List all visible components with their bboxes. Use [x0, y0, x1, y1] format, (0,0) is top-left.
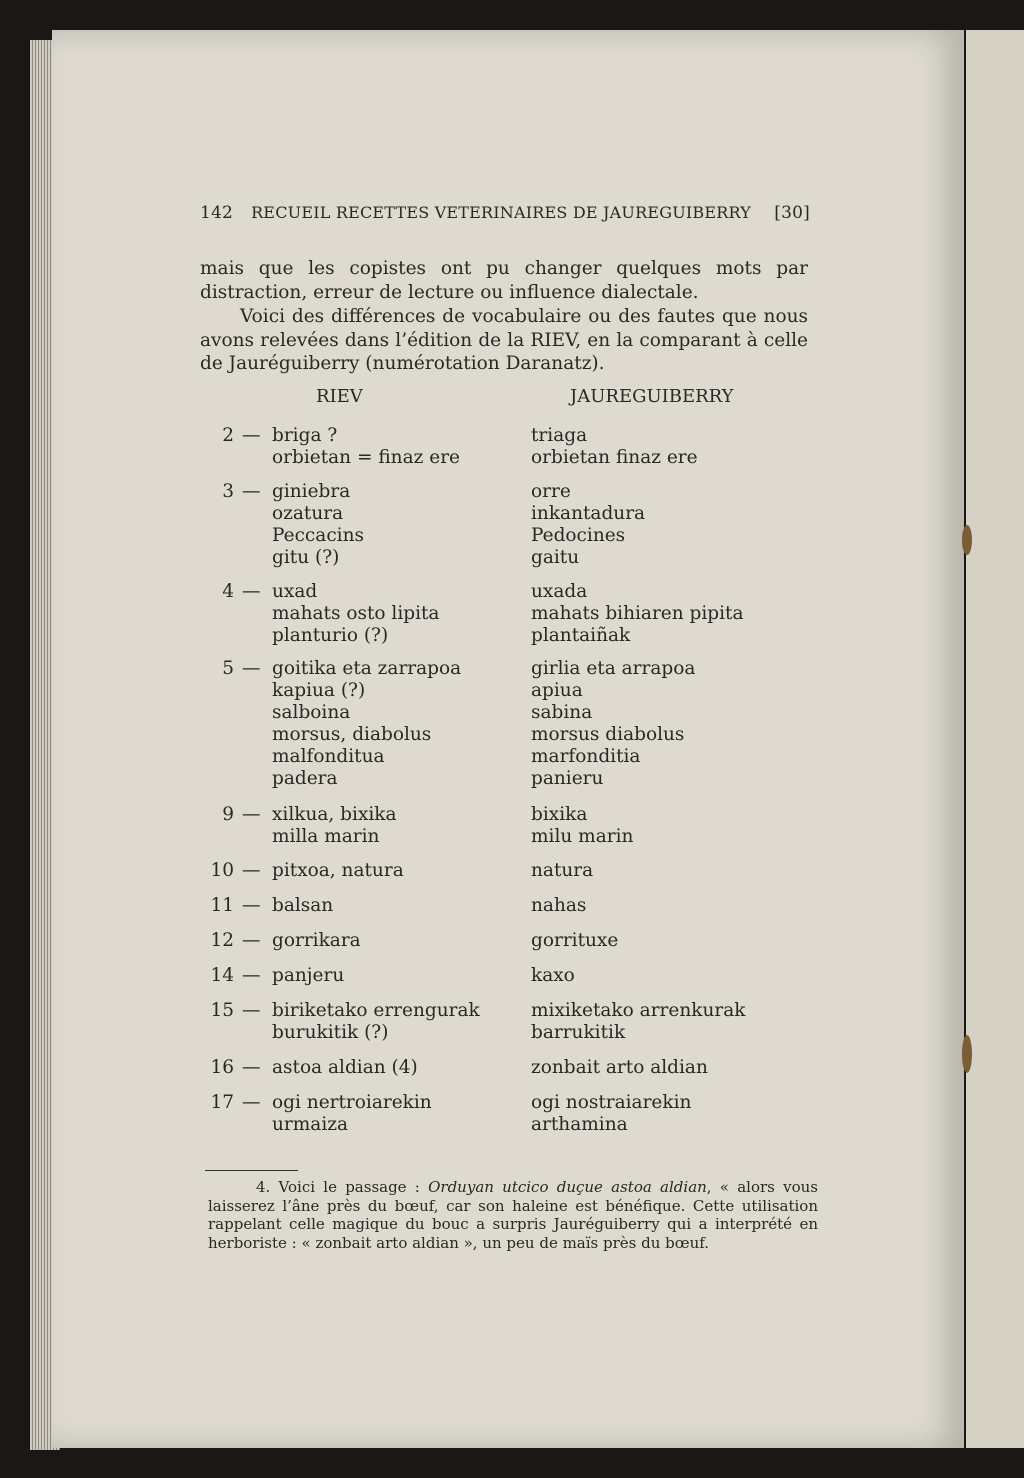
footnote-lead: 4. Voici le passage : [256, 1178, 429, 1196]
jaureguiberry-term: arthamina [531, 1114, 628, 1135]
riev-term: kapiua (?) [272, 680, 366, 701]
riev-term: Peccacins [272, 525, 365, 546]
riev-term: urmaiza [272, 1114, 349, 1135]
entry-dash: — [242, 930, 261, 951]
riev-term: planturio (?) [272, 625, 389, 646]
jaureguiberry-term: gorrituxe [531, 930, 619, 951]
jaureguiberry-term: panieru [531, 768, 604, 789]
page-stain [962, 1035, 972, 1073]
column-header-jaureguiberry: JAUREGUIBERRY [570, 386, 734, 407]
riev-term: orbietan = finaz ere [272, 447, 460, 468]
jaureguiberry-term: orbietan finaz ere [531, 447, 698, 468]
riev-term: uxad [272, 581, 318, 602]
footnote-rule [205, 1170, 298, 1171]
riev-term: malfonditua [272, 746, 385, 767]
entry-dash: — [242, 804, 261, 825]
entry-number: 17 [210, 1092, 234, 1113]
entry-dash: — [242, 860, 261, 881]
jaureguiberry-term: girlia eta arrapoa [531, 658, 696, 679]
riev-term: burukitik (?) [272, 1022, 389, 1043]
entry-number: 10 [210, 860, 234, 881]
jaureguiberry-term: marfonditia [531, 746, 641, 767]
running-title: RECUEIL RECETTES VETERINAIRES DE JAUREGUIBERRY [251, 203, 752, 222]
entry-dash: — [242, 1000, 261, 1021]
entry-number: 11 [210, 895, 234, 916]
riev-term: gitu (?) [272, 547, 340, 568]
riev-term: ozatura [272, 503, 344, 524]
paragraph: mais que les copistes ont pu changer quelques mots par distraction, erreur de lecture ou influence dialectale. [200, 258, 808, 303]
paragraph: Voici des différences de vocabulaire ou des fautes que nous avons relevées dans l’édition de la RIEV, en la comparant à celle de Jauréguiberry (numérotation Daranatz). [200, 306, 808, 374]
jaureguiberry-term: nahas [531, 895, 587, 916]
jaureguiberry-term: mahats bihiaren pipita [531, 603, 744, 624]
jaureguiberry-term: triaga [531, 425, 588, 446]
riev-term: morsus, diabolus [272, 724, 432, 745]
jaureguiberry-term: inkantadura [531, 503, 646, 524]
riev-term: giniebra [272, 481, 351, 502]
entry-dash: — [242, 581, 261, 602]
footnote [208, 1178, 818, 1252]
entry-number: 5 [222, 658, 234, 679]
section-number: [30] [774, 203, 810, 223]
entry-dash: — [242, 1092, 261, 1113]
riev-term: xilkua, bixika [272, 804, 397, 825]
entry-number: 9 [222, 804, 234, 825]
entry-number: 12 [210, 930, 234, 951]
entry-dash: — [242, 481, 261, 502]
jaureguiberry-term: gaitu [531, 547, 580, 568]
riev-term: biriketako errengurak [272, 1000, 480, 1021]
jaureguiberry-term: mixiketako arrenkurak [531, 1000, 746, 1021]
jaureguiberry-term: kaxo [531, 965, 575, 986]
entry-number: 15 [210, 1000, 234, 1021]
jaureguiberry-term: morsus diabolus [531, 724, 685, 745]
riev-term: briga ? [272, 425, 338, 446]
jaureguiberry-term: ogi nostraiarekin [531, 1092, 692, 1113]
riev-term: padera [272, 768, 338, 789]
entry-dash: — [242, 895, 261, 916]
entry-number: 4 [222, 581, 234, 602]
entry-dash: — [242, 1057, 261, 1078]
jaureguiberry-term: sabina [531, 702, 593, 723]
entry-number: 3 [222, 481, 234, 502]
entry-dash: — [242, 965, 261, 986]
riev-term: panjeru [272, 965, 345, 986]
page-stain [962, 525, 972, 555]
jaureguiberry-term: apiua [531, 680, 583, 701]
riev-term: salboina [272, 702, 351, 723]
jaureguiberry-term: orre [531, 481, 571, 502]
facing-page-edge [966, 30, 1024, 1448]
footnote-quote: Orduyan utcico duçue astoa aldian [428, 1178, 707, 1196]
jaureguiberry-term: natura [531, 860, 594, 881]
riev-term: ogi nertroiarekin [272, 1092, 432, 1113]
entry-number: 14 [210, 965, 234, 986]
riev-term: gorrikara [272, 930, 361, 951]
entry-dash: — [242, 658, 261, 679]
riev-term: pitxoa, natura [272, 860, 404, 881]
riev-term: astoa aldian (4) [272, 1057, 418, 1078]
jaureguiberry-term: barrukitik [531, 1022, 626, 1043]
page-number: 142 [200, 203, 234, 223]
column-header-riev: RIEV [316, 386, 363, 407]
entry-number: 16 [210, 1057, 234, 1078]
entry-dash: — [242, 425, 261, 446]
jaureguiberry-term: plantaiñak [531, 625, 631, 646]
jaureguiberry-term: Pedocines [531, 525, 626, 546]
jaureguiberry-term: milu marin [531, 826, 634, 847]
riev-term: mahats osto lipita [272, 603, 440, 624]
running-header [200, 203, 810, 223]
riev-term: goitika eta zarrapoa [272, 658, 462, 679]
jaureguiberry-term: zonbait arto aldian [531, 1057, 708, 1078]
entry-number: 2 [222, 425, 234, 446]
jaureguiberry-term: uxada [531, 581, 588, 602]
riev-term: balsan [272, 895, 334, 916]
riev-term: milla marin [272, 826, 380, 847]
jaureguiberry-term: bixika [531, 804, 588, 825]
footnote-text: , « alors vous laisserez l’âne près du bœuf, car son haleine est bénéfique. Cette utilisation rappelant celle magique du bouc a surpris Jauréguiberry qui a interprété en herboriste : « zonbait arto aldian », un peu de maïs près du bœuf. [208, 1178, 818, 1252]
